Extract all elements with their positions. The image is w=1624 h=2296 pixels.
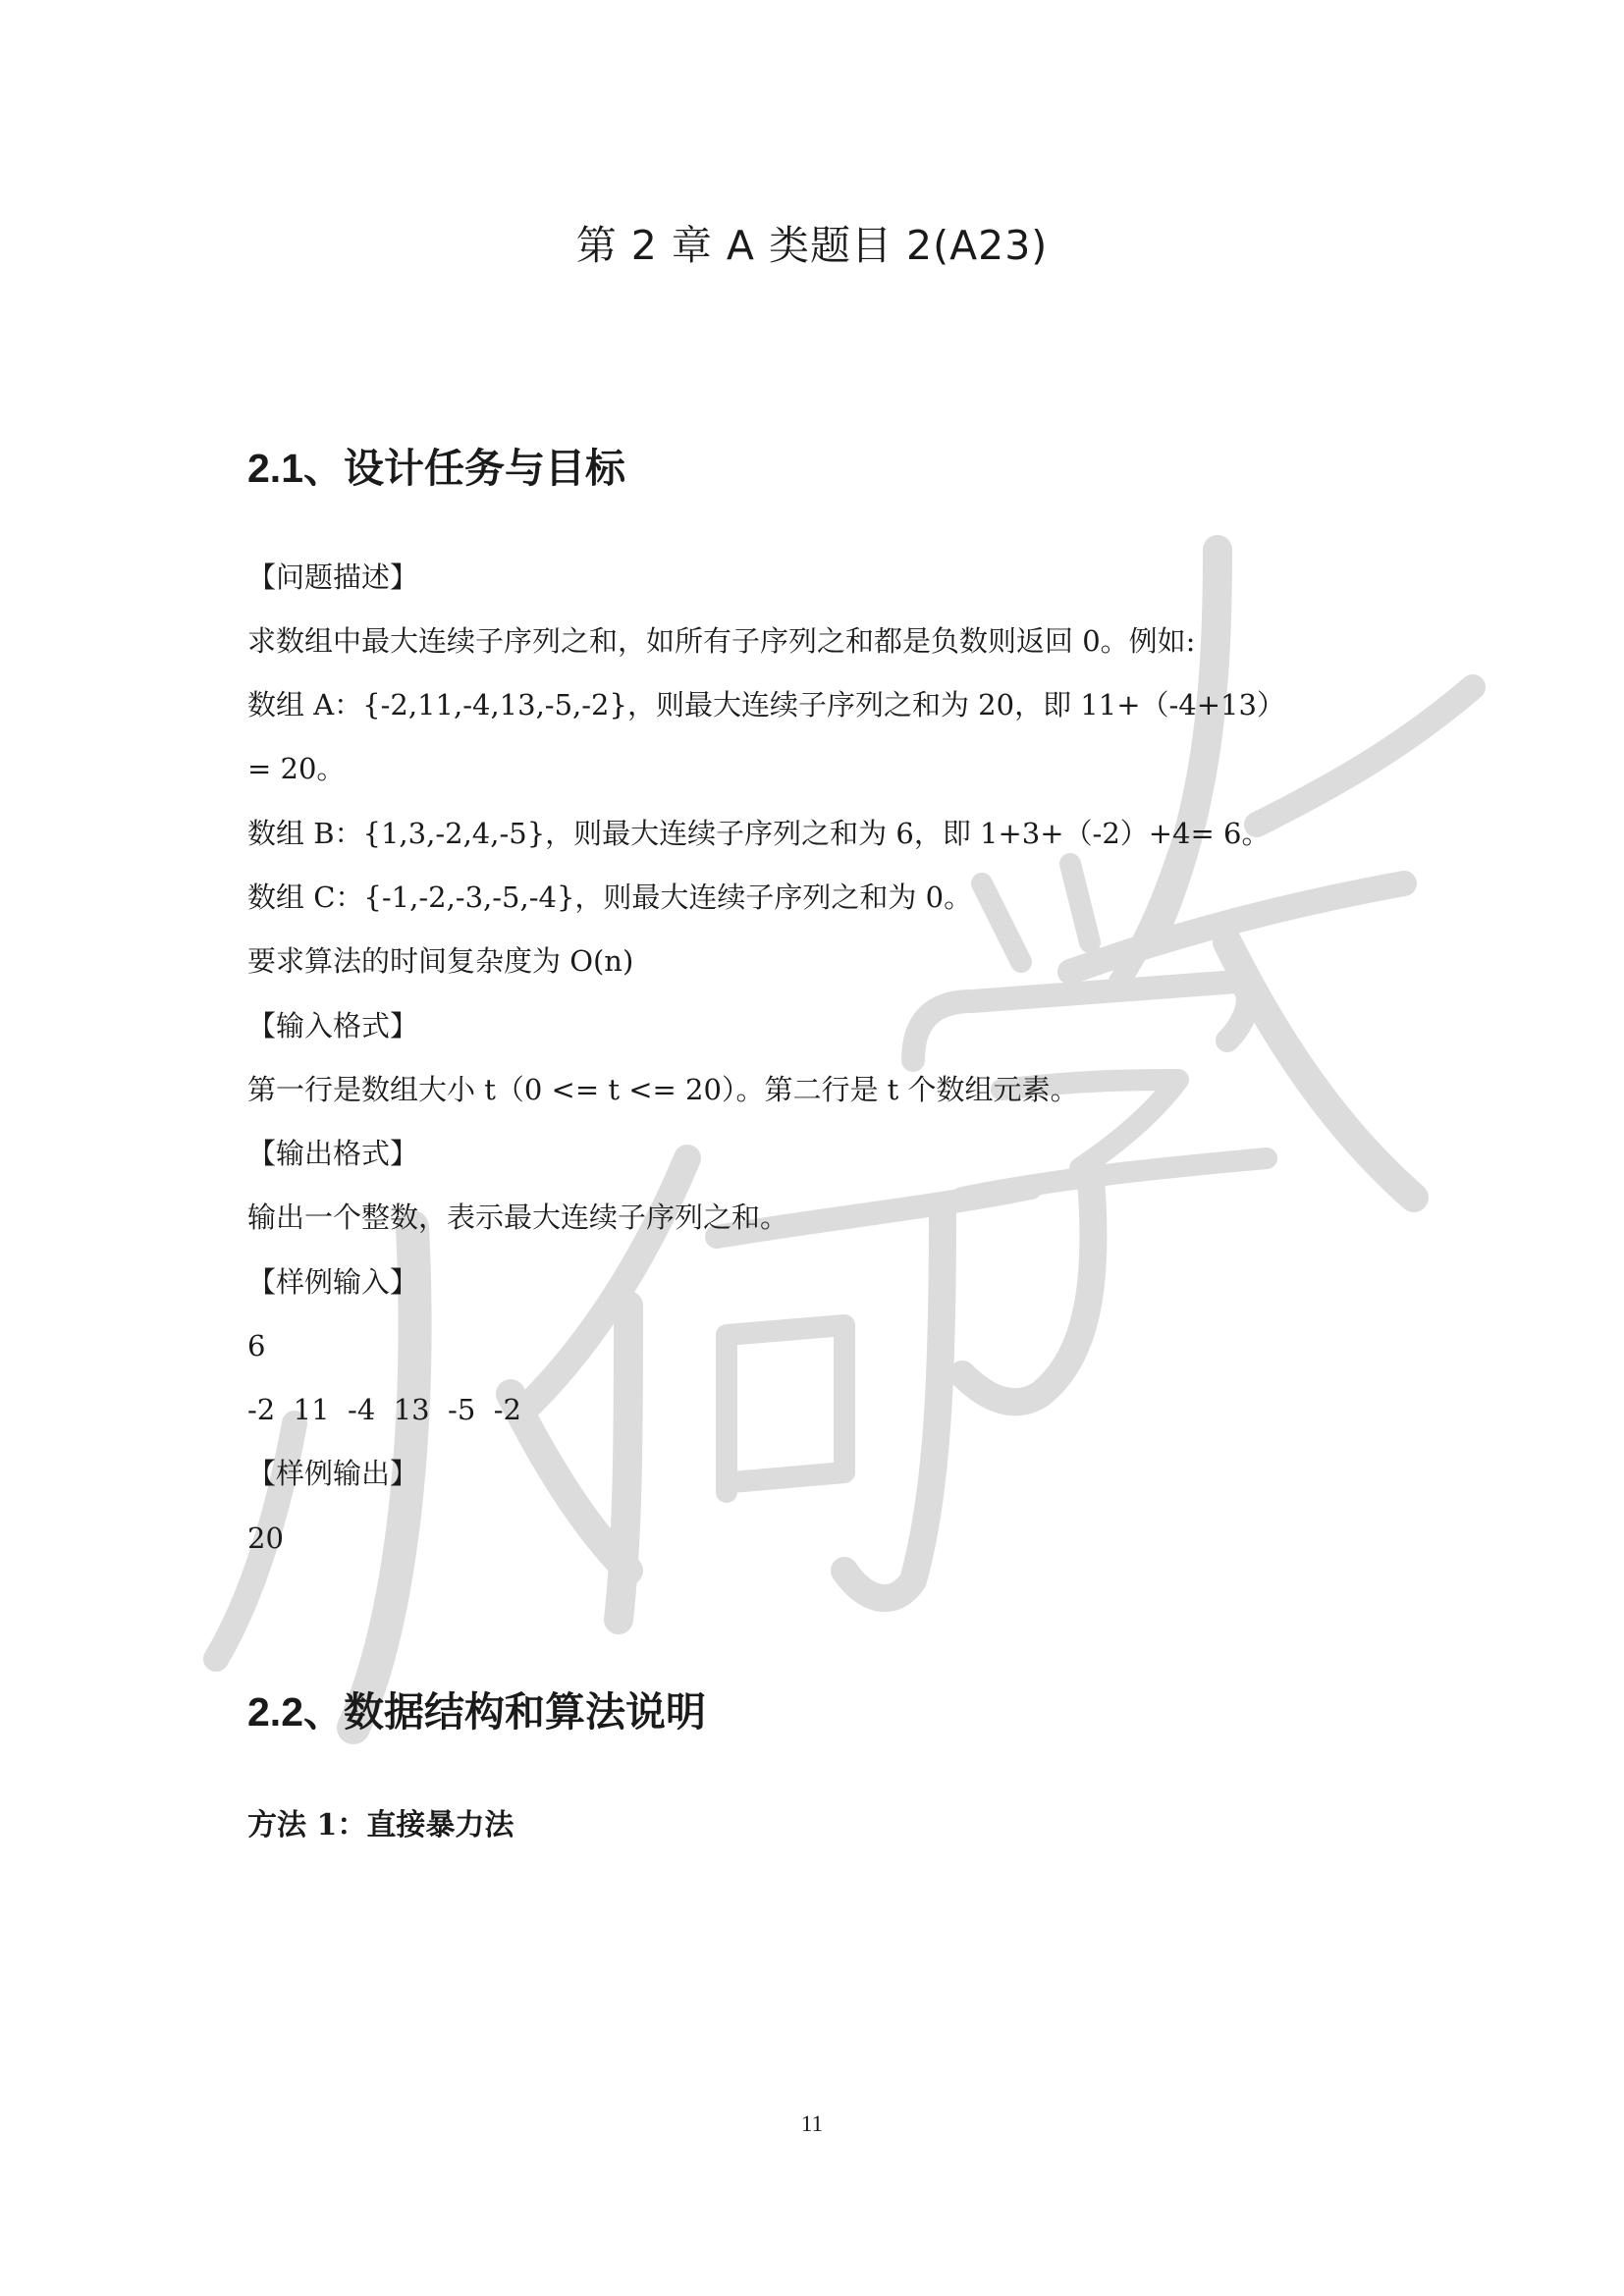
paragraph-line: 要求算法的时间复杂度为 O(n)	[247, 944, 634, 978]
label-sample-input: 【样例输入】	[247, 1265, 419, 1299]
section-number: 2.1	[247, 446, 303, 491]
label-input-format: 【输入格式】	[247, 1009, 419, 1042]
section-title: 、数据结构和算法说明	[303, 1688, 706, 1735]
paragraph-line: 输出一个整数，表示最大连续子序列之和。	[247, 1201, 789, 1234]
section-number: 2.2	[247, 1689, 303, 1735]
sample-input-line: -2 11 -4 13 -5 -2	[247, 1393, 521, 1426]
label-sample-output: 【样例输出】	[247, 1457, 419, 1490]
label-output-format: 【输出格式】	[247, 1137, 419, 1170]
label-problem-description: 【问题描述】	[247, 561, 419, 594]
section-heading-2-1	[247, 441, 625, 496]
section-heading-2-2	[247, 1684, 706, 1739]
chapter-title: 第 2 章 A 类题目 2(A23)	[575, 222, 1049, 269]
paragraph-line: 数组 C：{-1,-2,-3,-5,-4}，则最大连续子序列之和为 0。	[247, 881, 973, 914]
sample-input-line: 6	[247, 1329, 266, 1362]
section-title: 、设计任务与目标	[303, 445, 625, 492]
paragraph-line: = 20。	[247, 752, 346, 785]
paragraph-line: 求数组中最大连续子序列之和，如所有子序列之和都是负数则返回 0。例如:	[247, 624, 1196, 658]
sample-output-line: 20	[247, 1522, 284, 1555]
method-heading: 方法 1：直接暴力法	[247, 1808, 514, 1842]
paragraph-line: 第一行是数组大小 t（0 <= t <= 20）。第二行是 t 个数组元素。	[247, 1073, 1079, 1106]
page-number: 11	[800, 2111, 824, 2136]
paragraph-line: 数组 A：{-2,11,-4,13,-5,-2}，则最大连续子序列之和为 20，即 11+（-4+13）	[247, 688, 1285, 721]
paragraph-line: 数组 B：{1,3,-2,4,-5}，则最大连续子序列之和为 6，即 1+3+（-2）+4= 6。	[247, 817, 1271, 850]
